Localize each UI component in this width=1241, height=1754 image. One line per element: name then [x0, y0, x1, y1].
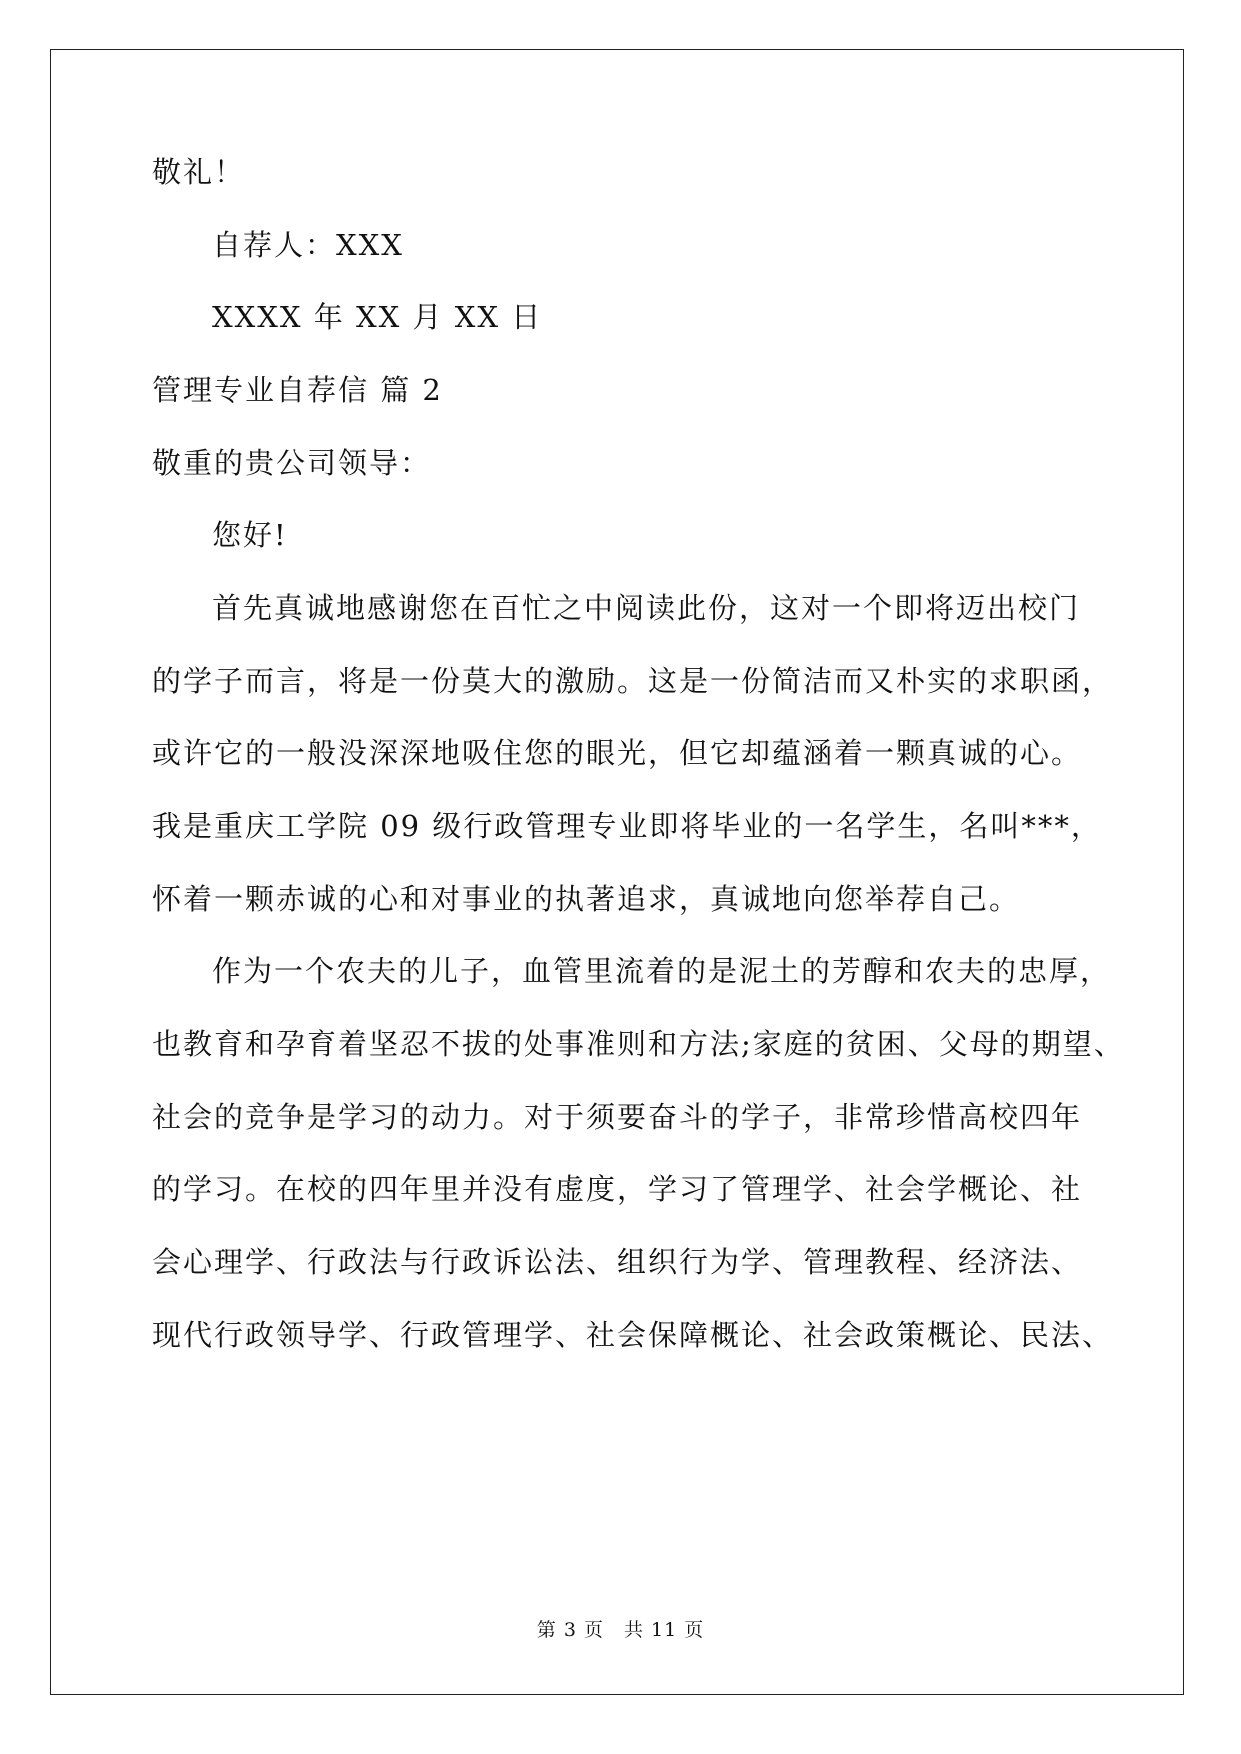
paragraph-line: 也教育和孕育着坚忍不拔的处事准则和方法;家庭的贫困、父母的期望、: [152, 1027, 1125, 1061]
paragraph-line: 我是重庆工学院 09 级行政管理专业即将毕业的一名学生，名叫***，: [152, 809, 1102, 843]
salutation: 敬重的贵公司领导：: [152, 446, 432, 480]
paragraph-line: 会心理学、行政法与行政诉讼法、组织行为学、管理教程、经济法、: [152, 1245, 1083, 1279]
page-footer: 第 3 页 共 11 页: [536, 1619, 705, 1641]
date-line: XXXX 年 XX 月 XX 日: [212, 300, 543, 334]
greeting: 您好!: [212, 518, 288, 552]
paragraph-line: 作为一个农夫的儿子，血管里流着的是泥土的芳醇和农夫的忠厚，: [212, 954, 1112, 988]
section-title: 管理专业自荐信 篇 2: [152, 373, 443, 407]
paragraph-line: 的学习。在校的四年里并没有虚度，学习了管理学、社会学概论、社: [152, 1172, 1083, 1206]
page-border: [50, 49, 1184, 1695]
paragraph-line: 的学子而言，将是一份莫大的激励。这是一份简洁而又朴实的求职函，: [152, 664, 1114, 698]
paragraph-line: 社会的竞争是学习的动力。对于须要奋斗的学子，非常珍惜高校四年: [152, 1100, 1083, 1134]
closing-salute: 敬礼！: [152, 155, 246, 189]
paragraph-line: 怀着一颗赤诚的心和对事业的执著追求，真诚地向您举荐自己。: [152, 882, 1021, 916]
signature-line: 自荐人：XXX: [212, 228, 404, 262]
paragraph-line: 现代行政领导学、行政管理学、社会保障概论、社会政策概论、民法、: [152, 1318, 1114, 1352]
paragraph-line: 或许它的一般没深深地吸住您的眼光，但它却蕴涵着一颗真诚的心。: [152, 736, 1083, 770]
paragraph-line: 首先真诚地感谢您在百忙之中阅读此份，这对一个即将迈出校门: [212, 591, 1081, 625]
